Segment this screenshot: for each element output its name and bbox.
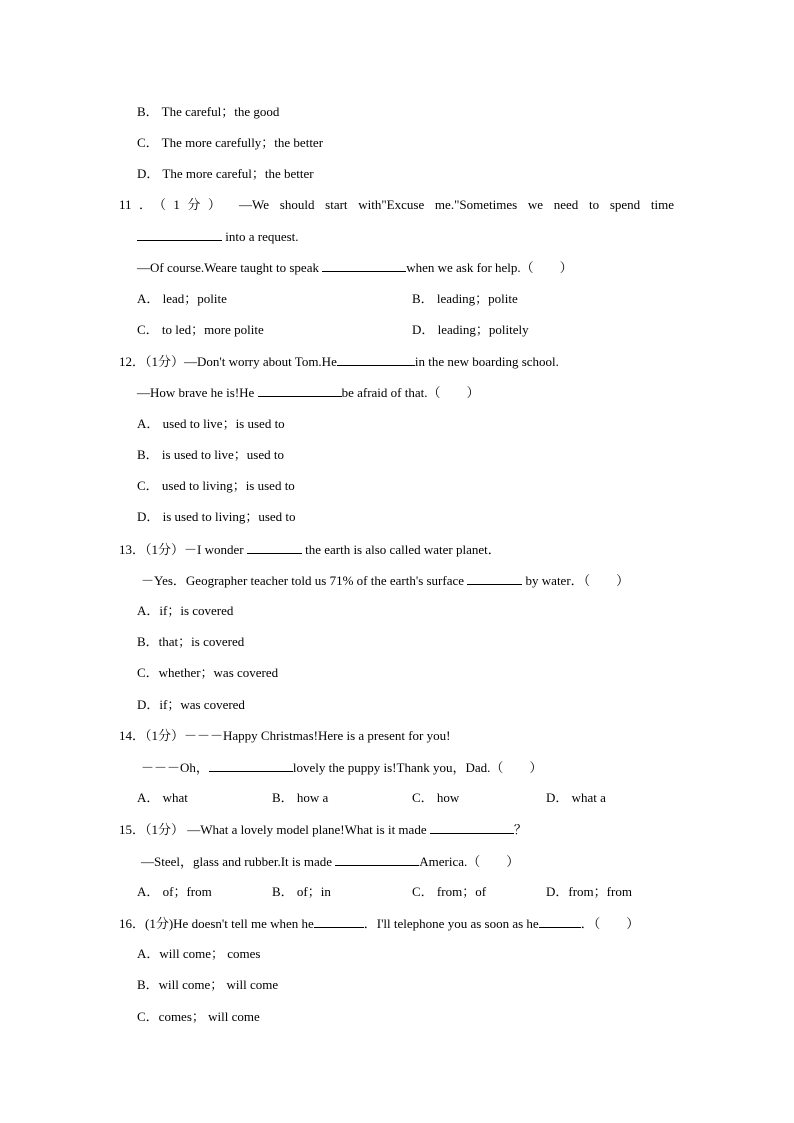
q14-blank-1 [209, 759, 293, 772]
q12-blank-2 [258, 384, 342, 397]
q13-stem-text-1b: the earth is also called water planet． [301, 542, 501, 557]
q11-blank-1 [137, 228, 222, 241]
q11-stem-text-3b: when we ask for help.（ ） [406, 260, 573, 275]
q13-option-c: C．whether；was covered [137, 665, 279, 680]
q12-stem-text-2b: be afraid of that.（ ） [341, 385, 480, 400]
q16-blank-1 [314, 915, 364, 928]
q13-stem-text-2a: －Yes．Geographer teacher told us 71% of the earth's surface [141, 573, 468, 588]
q16-stem-text-1a: 16．(1分)He doesn't tell me when he [119, 916, 314, 931]
q10-option-d: D． The more careful；the better [137, 166, 314, 181]
q15-option-d: D．from；from [546, 884, 632, 899]
q14-option-b: B． how a [272, 790, 329, 805]
q13-option-d: D．if；was covered [137, 697, 245, 712]
q15-stem-text-1b: ？ [513, 822, 527, 837]
q11-stem-text-2: into a request. [222, 229, 299, 244]
q15-option-b: B． of；in [272, 884, 331, 899]
q16-option-a: A．will come； comes [137, 946, 261, 961]
q16-blank-2 [539, 915, 581, 928]
q13-stem-text-2b: by water．（ ） [522, 573, 630, 588]
q13-stem-text-1a: 13．（1分）－I wonder [119, 542, 247, 557]
q12-blank-1 [337, 353, 415, 366]
q11-option-c: C． to led；more polite [137, 322, 264, 337]
q15-stem-line1 [119, 821, 527, 838]
q12-option-d: D． is used to living；used to [137, 509, 296, 524]
q11-stem-line1 [119, 197, 674, 213]
q11-stem-text-3a: —Of course.Weare taught to speak [137, 260, 323, 275]
q13-stem-line1 [119, 541, 501, 558]
q15-stem-text-1a: 15．（1分） —What a lovely model plane!What is it made [119, 822, 430, 837]
q16-option-c: C．comes； will come [137, 1009, 260, 1024]
q16-option-b: B．will come； will come [137, 977, 279, 992]
q11-stem-line3 [137, 259, 573, 276]
q15-option-c: C． from；of [412, 884, 487, 899]
q14-stem-text-2b: lovely the puppy is!Thank you，Dad.（ ） [292, 760, 543, 775]
q12-stem-text-1b: in the new boarding school. [414, 354, 559, 369]
q12-stem-line1 [119, 353, 559, 370]
q11-stem-line2 [137, 228, 299, 245]
q10-option-b: B． The careful；the good [137, 104, 280, 119]
q12-stem-text-2a: —How brave he is!He [137, 385, 258, 400]
q14-option-d: D． what a [546, 790, 606, 805]
q13-blank-2 [467, 572, 522, 585]
q13-option-a: A．if；is covered [137, 603, 234, 618]
q15-stem-text-2b: America.（ ） [419, 854, 520, 869]
q11-option-b: B． leading；polite [412, 291, 518, 306]
q12-option-a: A． used to live；is used to [137, 416, 285, 431]
q14-option-c: C． how [412, 790, 460, 805]
q12-option-b: B． is used to live；used to [137, 447, 284, 462]
q15-stem-text-2a: —Steel，glass and rubber.It is made [141, 854, 336, 869]
q14-option-a: A． what [137, 790, 188, 805]
q11-option-d: D． leading；politely [412, 322, 529, 337]
q12-option-c: C． used to living；is used to [137, 478, 295, 493]
q14-stem-line1: 14．（1分）－－－Happy Christmas!Here is a present for you! [119, 728, 451, 743]
q13-stem-line2 [141, 572, 629, 589]
q15-option-a: A． of；from [137, 884, 212, 899]
q11-stem-text: 11．（1分） —We should start with"Excuse me."Sometimes we need to spend time [119, 197, 674, 212]
q16-stem-line1 [119, 915, 639, 932]
q11-option-a: A． lead；polite [137, 291, 227, 306]
q12-stem-text-1a: 12．（1分）—Don't worry about Tom.He [119, 354, 337, 369]
q13-blank-1 [247, 541, 302, 554]
q13-option-b: B．that；is covered [137, 634, 245, 649]
q16-stem-text-1b: ．I'll telephone you as soon as he [363, 916, 539, 931]
q10-option-c: C． The more carefully；the better [137, 135, 324, 150]
q14-stem-line2 [141, 759, 542, 776]
q15-stem-line2 [141, 853, 519, 870]
q12-stem-line2 [137, 384, 479, 401]
q11-blank-2 [322, 259, 406, 272]
q14-stem-text-2a: －－－Oh， [141, 760, 209, 775]
q15-blank-1 [430, 821, 514, 834]
q15-blank-2 [335, 853, 419, 866]
q16-stem-text-1c: ．（ ） [580, 916, 640, 931]
